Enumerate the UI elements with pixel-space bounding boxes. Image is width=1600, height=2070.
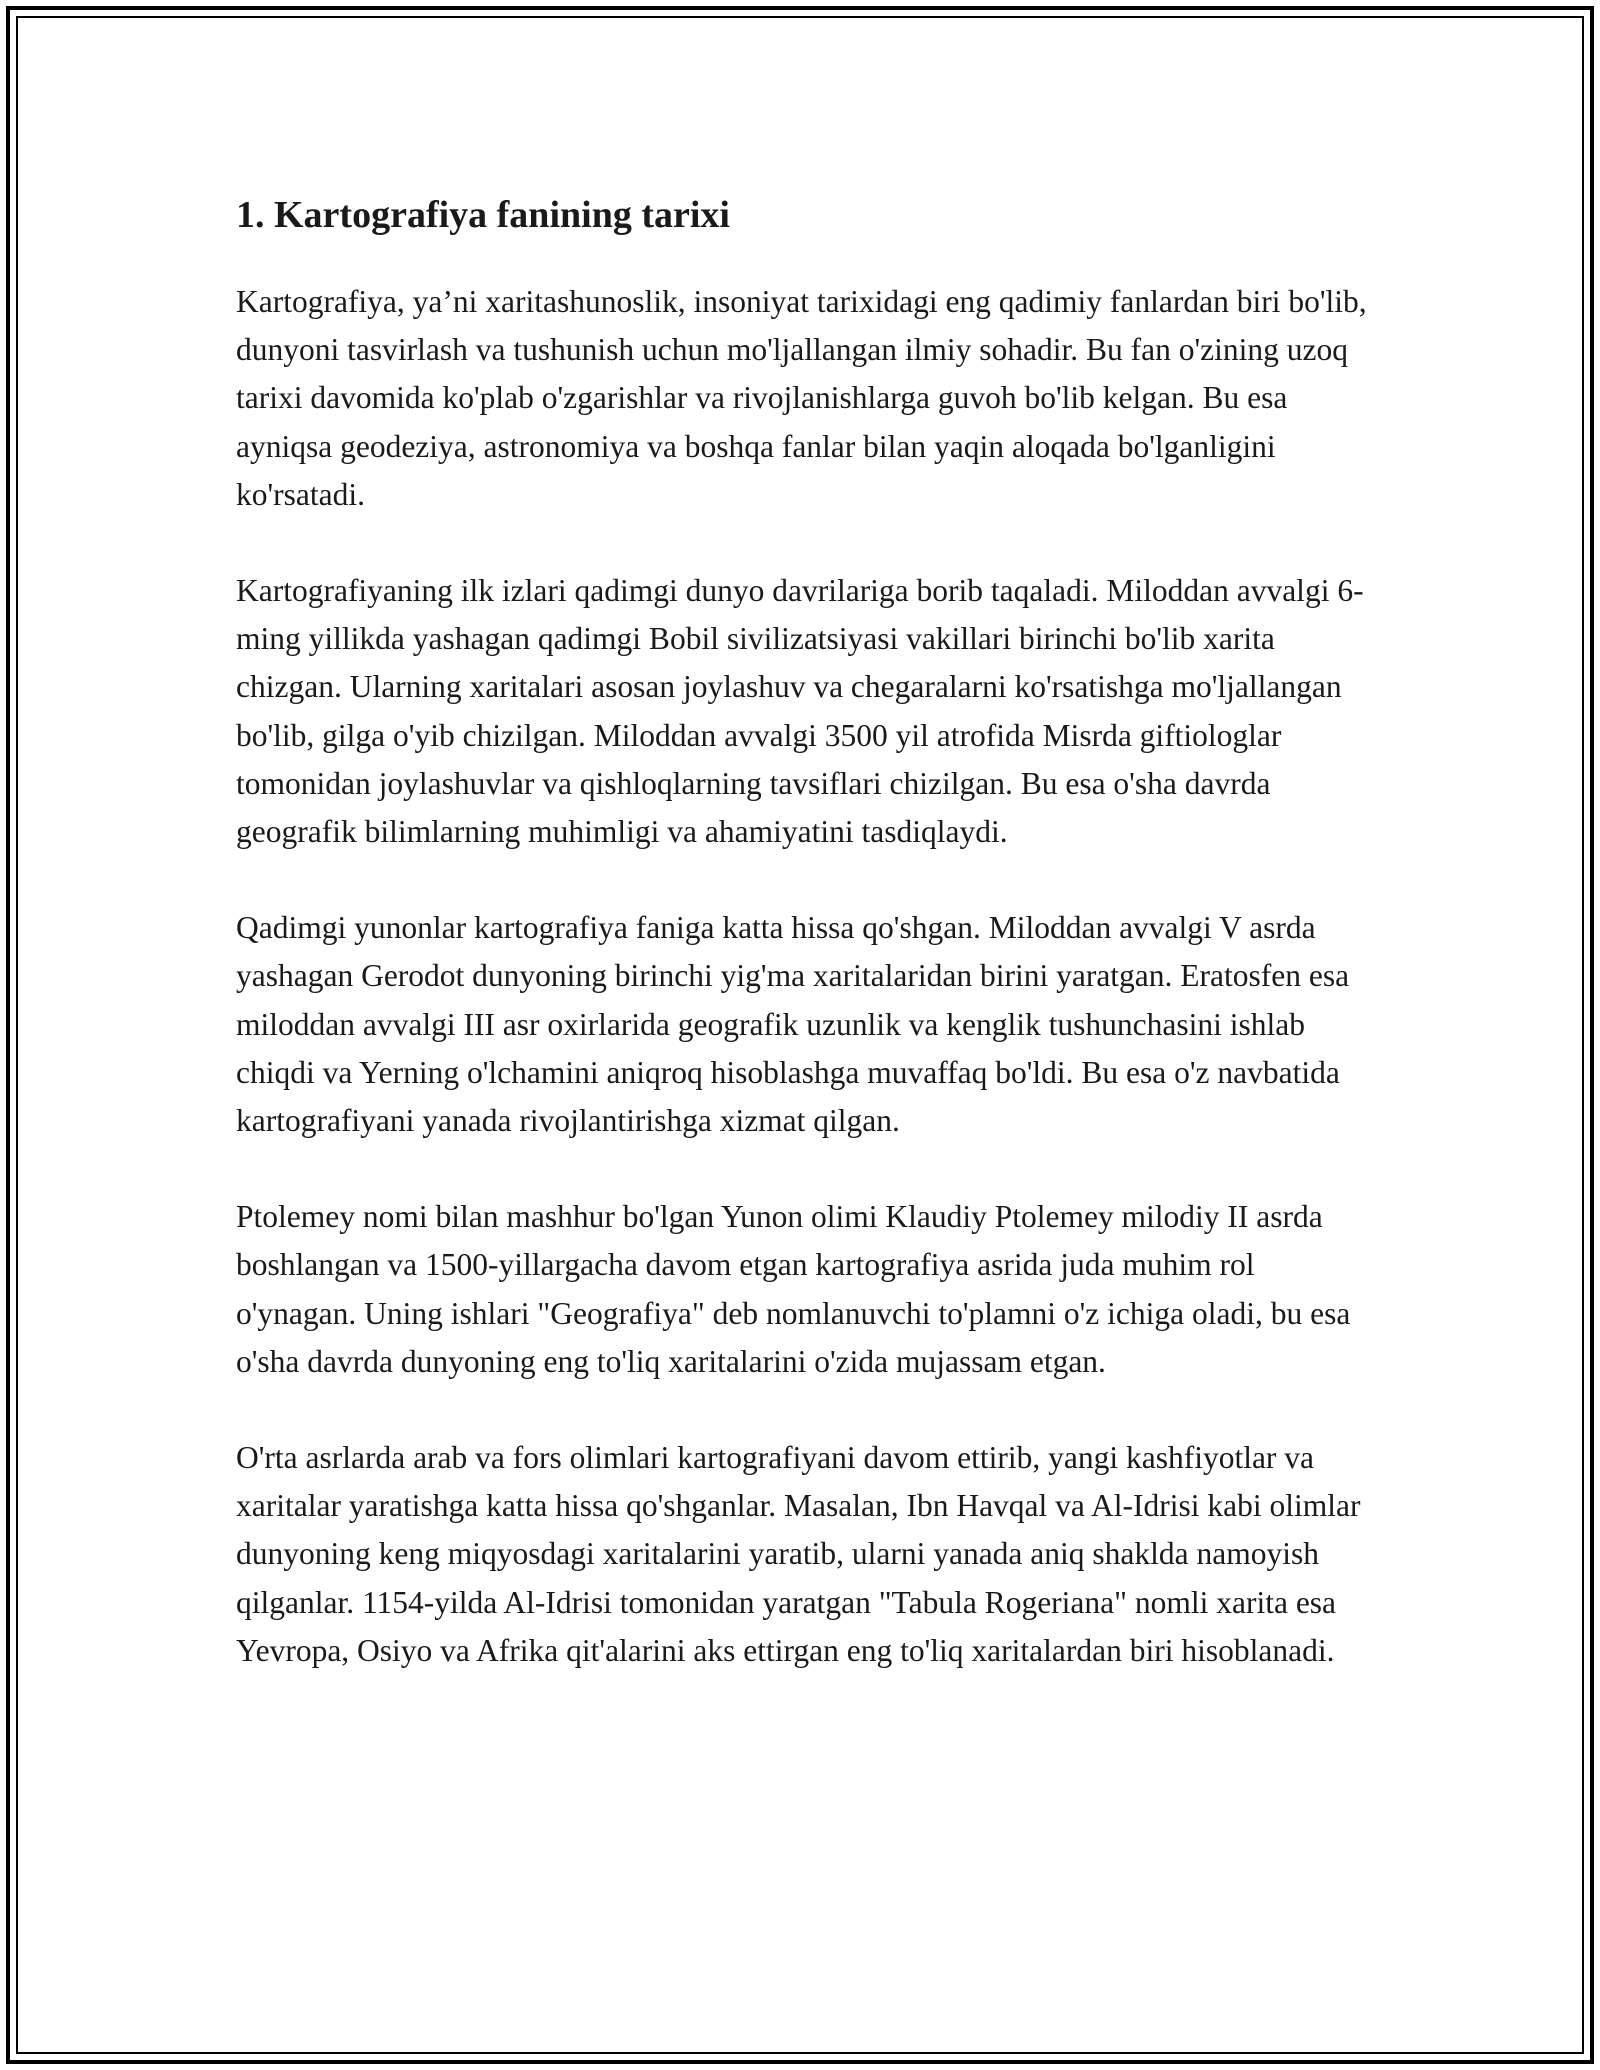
paragraph-4: Ptolemey nomi bilan mashhur bo'lgan Yunon olimi Klaudiy Ptolemey milodiy II asrda boshlangan va 1500-yillargacha davom etgan kartografiya asrida juda muhim rol o'ynagan. Uning ishlari "Geografiya" deb nomlanuvchi to'plamni o'z ichiga oladi, bu esa o'sha davrda dunyoning eng to'liq xaritalarini o'zida mujassam etgan. [236,1199,1351,1379]
paragraph-1: Kartografiya, ya’ni xaritashunoslik, insoniyat tarixidagi eng qadimiy fanlardan biri bo'lib, dunyoni tasvirlash va tushunish uchun mo'ljallangan ilmiy sohadir. Bu fan o'zining uzoq tarixi davomida ko'plab o'zgarishlar va rivojlanishlarga guvoh bo'lib kelgan. Bu esa ayniqsa geodeziya, astronomiya va boshqa fanlar bilan yaqin aloqada bo'lganligini ko'rsatadi. [236,284,1367,512]
paragraph-5: O'rta asrlarda arab va fors olimlari kartografiyani davom ettirib, yangi kashfiyotlar va xaritalar yaratishga katta hissa qo'shganlar. Masalan, Ibn Havqal va Al-Idrisi kabi olimlar dunyoning keng miqyosdagi xaritalarini yaratib, ularni yanada aniq shaklda namoyish qilganlar. 1154-yilda Al-Idrisi tomonidan yaratgan "Tabula Rogeriana" nomli xarita esa Yevropa, Osiyo va Afrika qit'alarini aks ettirgan eng to'liq xaritalardan biri hisoblanadi. [236,1440,1361,1668]
section-title: 1. Kartografiya fanining tarixi [236,194,730,236]
paragraph-2: Kartografiyaning ilk izlari qadimgi dunyo davrilariga borib taqaladi. Miloddan avvalgi 6-ming yillikda yashagan qadimgi Bobil sivilizatsiyasi vakillari birinchi bo'lib xarita chizgan. Ularning xaritalari asosan joylashuv va chegaralarni ko'rsatishga mo'ljallangan bo'lib, gilga o'yib chizilgan. Miloddan avvalgi 3500 yil atrofida Misrda giftiologlar tomonidan joylashuvlar va qishloqlarning tavsiflari chizilgan. Bu esa o'sha davrda geografik bilimlarning muhimligi va ahamiyatini tasdiqlaydi. [236,573,1364,850]
paragraph-3: Qadimgi yunonlar kartografiya faniga katta hissa qo'shgan. Miloddan avvalgi V asrda yashagan Gerodot dunyoning birinchi yig'ma xaritalaridan birini yaratgan. Eratosfen esa miloddan avvalgi III asr oxirlarida geografik uzunlik va kenglik tushunchasini ishlab chiqdi va Yerning o'lchamini aniqroq hisoblashga muvaffaq bo'ldi. Bu esa o'z navbatida kartografiyani yanada rivojlantirishga xizmat qilgan. [236,910,1350,1139]
document-body [236,188,1376,1723]
